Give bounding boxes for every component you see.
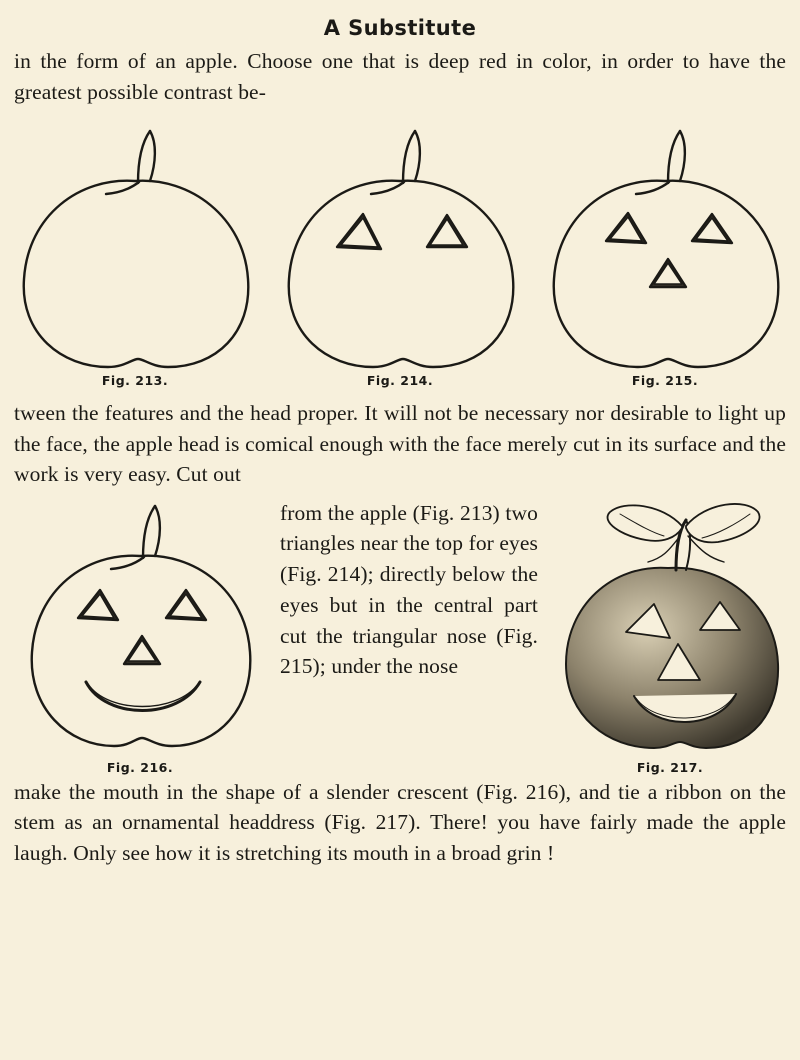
figure-caption: Fig. 215. (631, 373, 699, 389)
figure-caption: Fig. 214. (366, 373, 434, 389)
paragraph-bottom: make the mouth in the shape of a slender crescent (Fig. 216), and tie a ribbon on the stem as an ornamental headdress (Fig. 217). There! you have fairly made the apple laugh. Only see how it is stretching its mouth in a broad grin ! (14, 779, 786, 865)
figure-213 (10, 119, 260, 388)
figure-row-top (10, 119, 790, 388)
apple-plain-illustration (10, 119, 260, 369)
apple-face-illustration (14, 496, 266, 756)
figure-caption: Fig. 217. (636, 759, 704, 775)
paragraph-column: from the apple (Fig. 213) two triangles near the top for eyes (Fig. 214); directly below the eyes but in the central part cut the triangular nose (Fig. 215); under the nose (280, 500, 539, 679)
apple-eyes-nose-illustration (540, 119, 790, 369)
apple-head-with-ribbon-illustration (550, 496, 790, 756)
paragraph-top: in the form of an apple. Choose one that is deep red in color, in order to have the greatest possible contrast be- (14, 49, 786, 104)
figure-215 (540, 119, 790, 388)
page-title: A Substitute (323, 16, 477, 40)
apple-two-eyes-illustration (275, 119, 525, 369)
paragraph-middle: tween the features and the head proper. It will not be necessary nor desirable to light up the face, the apple head is comical enough with the face merely cut in its surface and the work is very easy. Cut out (14, 401, 786, 487)
figure-caption: Fig. 216. (106, 759, 174, 775)
figure-217 (546, 496, 794, 775)
figure-caption: Fig. 213. (101, 373, 169, 389)
lower-section (0, 494, 800, 775)
figure-216 (6, 496, 274, 775)
figure-214 (275, 119, 525, 388)
